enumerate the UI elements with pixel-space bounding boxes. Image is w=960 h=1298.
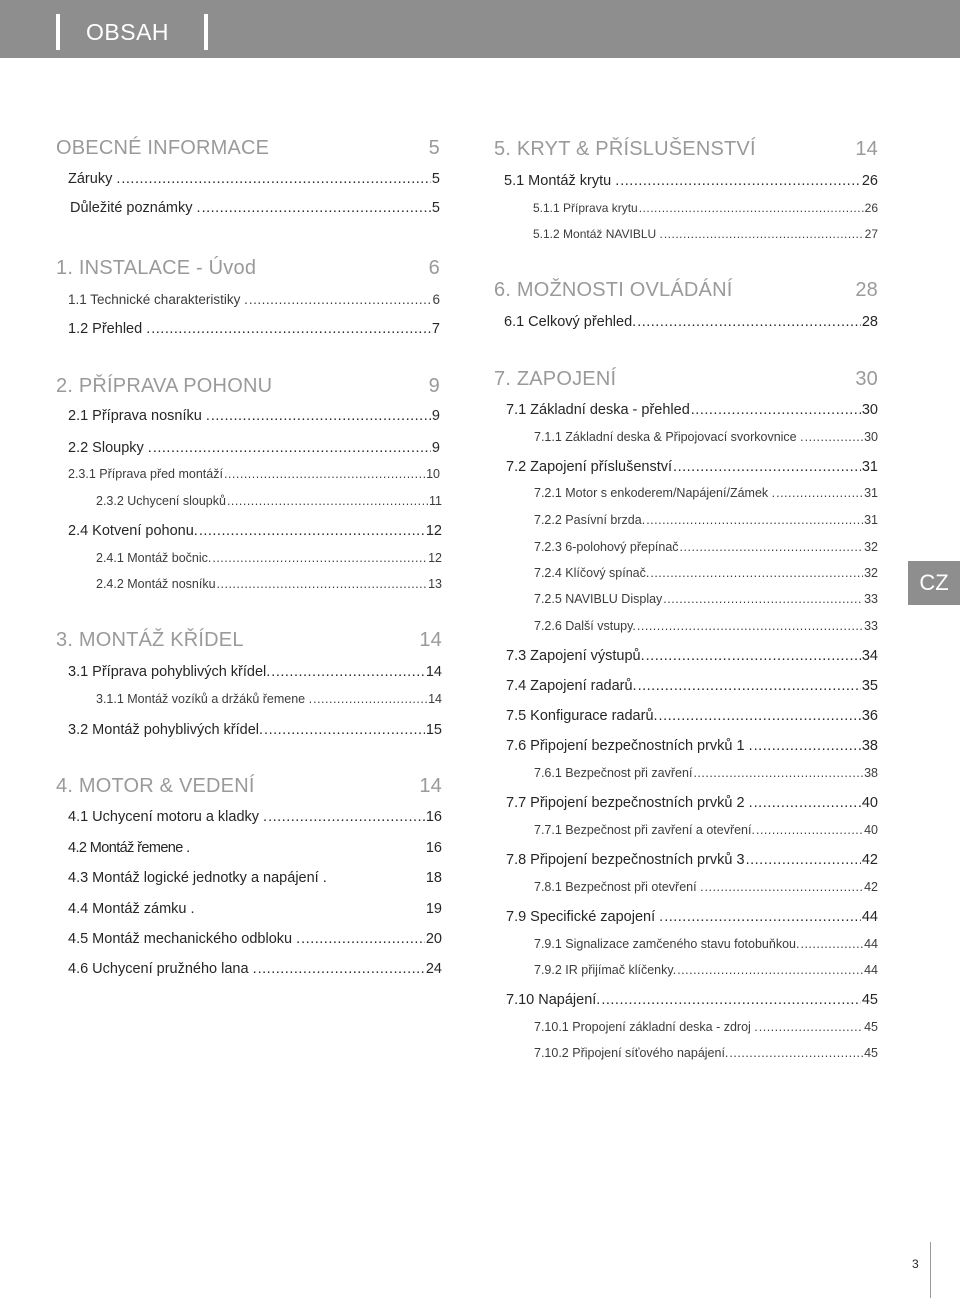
toc-entry-page: 45	[864, 1046, 878, 1060]
toc-entry-page: 10	[426, 467, 440, 481]
toc-entry-title: 2.3.1 Příprava před montáží	[68, 467, 223, 481]
toc-entry[interactable]	[534, 592, 878, 606]
toc-entry-page: 13	[428, 577, 442, 591]
toc-section[interactable]	[494, 368, 878, 391]
toc-leader	[301, 931, 425, 947]
toc-entry-page: 20	[425, 931, 442, 947]
toc-entry-title: 7.6 Připojení bezpečnostních prvků 1 .	[506, 738, 753, 754]
toc-entry-title: 1.1 Technické charakteristiky .	[68, 292, 248, 307]
toc-entry-page: 32	[864, 540, 878, 554]
toc-entry-title: 3.2 Montáž pohyblivých křídel.	[68, 722, 264, 738]
toc-section-page: 14	[419, 775, 442, 797]
toc-entry-page: 15	[425, 722, 442, 738]
toc-section[interactable]	[494, 138, 878, 161]
toc-leader	[637, 619, 863, 633]
toc-entry-page: 33	[864, 619, 878, 633]
toc-entry-page: 5	[431, 200, 440, 216]
toc-entry-title: 7.2.1 Motor s enkoderem/Napájení/Zámek .	[534, 486, 776, 500]
toc-entry-page: 9	[431, 408, 440, 424]
toc-leader	[693, 766, 863, 780]
toc-entry[interactable]	[68, 722, 442, 738]
toc-entry-title: 5.1.2 Montáž NAVIBLU .	[533, 227, 663, 241]
toc-entry[interactable]	[534, 430, 878, 444]
toc-entry[interactable]	[506, 459, 878, 475]
toc-entry[interactable]	[504, 173, 878, 189]
toc-leader	[202, 200, 431, 216]
toc-entry-page: 6	[432, 292, 440, 307]
toc-entry-title: 7.4 Zapojení radarů.	[506, 678, 637, 694]
toc-entry-page: 14	[425, 664, 442, 680]
toc-leader	[729, 1046, 863, 1060]
toc-leader	[212, 551, 427, 565]
toc-entry[interactable]	[68, 664, 442, 680]
toc-entry-title: 7.1 Základní deska - přehled	[506, 402, 690, 418]
toc-entry[interactable]	[534, 963, 878, 977]
toc-entry-title: 1.2 Přehled .	[68, 321, 151, 337]
toc-entry-page: 12	[425, 523, 442, 539]
toc-entry-title: 5.1.1 Příprava krytu	[533, 201, 638, 215]
toc-entry-title: 7.1.1 Základní deska & Připojovací svorkovnice .	[534, 430, 804, 444]
toc-entry-title: 7.2 Zapojení příslušenství	[506, 459, 673, 475]
toc-leader	[271, 664, 425, 680]
toc-section-title: 3. MONTÁŽ KŘÍDEL	[56, 629, 244, 651]
page-number: 3	[912, 1257, 919, 1271]
toc-section-title: 7. ZAPOJENÍ	[494, 368, 617, 390]
toc-leader	[691, 402, 861, 418]
toc-leader	[646, 648, 861, 664]
toc-entry[interactable]	[534, 540, 878, 554]
toc-entry-title: 7.8 Připojení bezpečnostních prvků 3	[506, 852, 745, 868]
toc-entry[interactable]	[534, 1020, 878, 1034]
toc-section-page: 5	[428, 137, 440, 159]
toc-entry[interactable]	[534, 823, 878, 837]
toc-section-title: 2. PŘÍPRAVA POHONU	[56, 375, 273, 397]
toc-leader	[759, 1020, 863, 1034]
toc-entry-title: 4.1 Uchycení motoru a kladky .	[68, 809, 268, 825]
toc-entry-title: 3.1.1 Montáž vozíků a držáků řemene .	[96, 692, 313, 706]
toc-leader	[153, 440, 431, 456]
toc-entry[interactable]	[506, 648, 878, 664]
toc-entry-page: 30	[864, 430, 878, 444]
toc-entry[interactable]	[533, 201, 878, 215]
toc-leader	[805, 430, 864, 444]
toc-leader	[638, 678, 861, 694]
toc-entry-page: 12	[428, 551, 442, 565]
toc-entry[interactable]	[506, 795, 878, 811]
toc-entry-page: 42	[864, 880, 878, 894]
toc-entry[interactable]	[506, 738, 878, 754]
toc-entry-title: 4.5 Montáž mechanického odbloku .	[68, 931, 301, 947]
toc-entry[interactable]	[506, 992, 878, 1008]
toc-leader	[663, 592, 863, 606]
toc-section-page: 6	[428, 257, 440, 279]
toc-entry-page: 18	[425, 870, 442, 886]
toc-section-page: 14	[419, 629, 442, 651]
toc-section-page: 28	[855, 279, 878, 301]
toc-section-page: 9	[428, 375, 440, 397]
toc-entry[interactable]	[506, 708, 878, 724]
toc-section[interactable]	[56, 629, 442, 652]
toc-leader	[756, 823, 863, 837]
toc-entry-title: 7.2.2 Pasívní brzda.	[534, 513, 646, 527]
toc-entry-page: 11	[429, 494, 442, 508]
toc-leader	[659, 708, 861, 724]
toc-section[interactable]	[56, 137, 440, 160]
toc-entry-title: 7.3 Zapojení výstupů.	[506, 648, 645, 664]
toc-entry-title: 7.2.5 NAVIBLU Display	[534, 592, 663, 606]
toc-entry-page: 19	[425, 901, 442, 917]
toc-entry[interactable]	[96, 577, 442, 591]
toc-entry[interactable]	[506, 402, 878, 418]
toc-entry-page: 38	[864, 766, 878, 780]
toc-entry-page: 31	[864, 486, 878, 500]
toc-entry-page: 31	[864, 513, 878, 527]
toc-leader	[650, 566, 863, 580]
toc-leader	[746, 852, 861, 868]
toc-entry[interactable]	[534, 880, 878, 894]
toc-entry-title: 2.4 Kotvení pohonu.	[68, 523, 198, 539]
toc-entry-page: 26	[864, 201, 878, 215]
toc-entry-page: 36	[861, 708, 878, 724]
toc-leader	[224, 467, 425, 481]
toc-entry[interactable]	[68, 840, 442, 856]
toc-entry-page: 34	[861, 648, 878, 664]
toc-entry-page: 9	[431, 440, 440, 456]
toc-entry-page: 31	[861, 459, 878, 475]
toc-leader	[151, 321, 431, 337]
toc-entry-page: 16	[425, 809, 442, 825]
toc-leader	[227, 494, 428, 508]
toc-section-page: 30	[855, 368, 878, 390]
toc-entry-title: 2.3.2 Uchycení sloupků	[96, 494, 226, 508]
toc-leader	[664, 909, 861, 925]
toc-entry-title: Důležité poznámky .	[70, 200, 201, 216]
toc-entry-title: 4.6 Uchycení pružného lana .	[68, 961, 257, 977]
toc-entry[interactable]	[534, 937, 878, 951]
toc-section[interactable]	[56, 257, 440, 280]
toc-entry-title: 2.4.1 Montáž bočnic.	[96, 551, 212, 565]
toc-section-title: 1. INSTALACE - Úvod	[56, 257, 257, 279]
toc-entry-title: 5.1 Montáž krytu .	[504, 173, 620, 189]
toc-entry-title: 7.2.4 Klíčový spínač.	[534, 566, 650, 580]
toc-entry-page: 5	[431, 171, 440, 187]
toc-entry-page: 40	[861, 795, 878, 811]
language-tab: CZ	[908, 561, 960, 605]
toc-entry[interactable]	[96, 692, 442, 706]
toc-leader	[249, 292, 432, 307]
toc-leader	[211, 408, 431, 424]
toc-leader	[199, 523, 425, 539]
toc-entry-page: 44	[864, 963, 878, 977]
toc-entry[interactable]	[68, 809, 442, 825]
toc-entry-title: 3.1 Příprava pohyblivých křídel.	[68, 664, 271, 680]
toc-entry-page: 40	[864, 823, 878, 837]
toc-entry[interactable]	[68, 523, 442, 539]
toc-leader	[680, 540, 864, 554]
toc-entry-title: 6.1 Celkový přehled.	[504, 314, 637, 330]
toc-leader	[313, 692, 427, 706]
toc-entry-title: 4.4 Montáž zámku .	[68, 901, 195, 917]
header-divider-left	[56, 14, 60, 50]
toc-entry-page: 44	[861, 909, 878, 925]
toc-entry-page: 26	[861, 173, 878, 189]
page-title: OBSAH	[86, 19, 170, 45]
toc-leader	[776, 486, 863, 500]
toc-entry-page: 32	[864, 566, 878, 580]
toc-leader	[639, 201, 864, 215]
toc-entry-title: 4.3 Montáž logické jednotky a napájení .	[68, 870, 327, 886]
toc-entry-page: 33	[864, 592, 878, 606]
toc-entry-title: 7.2.3 6-polohový přepínač	[534, 540, 679, 554]
toc-leader	[754, 738, 861, 754]
toc-leader	[800, 937, 863, 951]
toc-entry-page: 30	[861, 402, 878, 418]
page-header	[0, 0, 960, 58]
toc-leader	[673, 459, 861, 475]
toc-entry-page: 24	[425, 961, 442, 977]
toc-leader	[217, 577, 428, 591]
toc-entry-title: 4.2 Montáž řemene .	[68, 840, 190, 856]
header-divider-right	[204, 14, 208, 50]
toc-entry-title: 7.6.1 Bezpečnost při zavření	[534, 766, 693, 780]
toc-entry-title: 7.10.2 Připojení síťového napájení.	[534, 1046, 729, 1060]
toc-entry[interactable]	[68, 440, 440, 456]
toc-entry[interactable]	[504, 314, 878, 330]
toc-entry[interactable]	[68, 931, 442, 947]
toc-entry-title: 7.7.1 Bezpečnost při zavření a otevření.	[534, 823, 755, 837]
toc-entry-title: 7.9 Specifické zapojení .	[506, 909, 664, 925]
toc-entry[interactable]	[68, 408, 440, 424]
toc-leader	[264, 722, 425, 738]
toc-entry[interactable]	[534, 619, 878, 633]
toc-section-title: 5. KRYT & PŘÍSLUŠENSTVÍ	[494, 138, 756, 160]
toc-entry-page: 45	[864, 1020, 878, 1034]
toc-entry-page: 44	[864, 937, 878, 951]
toc-entry[interactable]	[68, 321, 440, 337]
toc-entry[interactable]	[96, 494, 442, 508]
toc-entry-title: 7.10 Napájení.	[506, 992, 601, 1008]
toc-entry-page: 38	[861, 738, 878, 754]
toc-entry[interactable]	[506, 852, 878, 868]
toc-entry-title: 7.10.1 Propojení základní deska - zdroj .	[534, 1020, 758, 1034]
toc-entry[interactable]	[68, 171, 440, 187]
toc-leader	[754, 795, 861, 811]
toc-entry[interactable]	[534, 566, 878, 580]
footer-divider	[930, 1242, 931, 1298]
toc-section-page: 14	[855, 138, 878, 160]
toc-leader	[268, 809, 425, 825]
toc-entry[interactable]	[68, 292, 440, 307]
toc-section-title: OBECNÉ INFORMACE	[56, 137, 270, 159]
toc-entry-title: 7.8.1 Bezpečnost při otevření .	[534, 880, 704, 894]
toc-entry[interactable]	[96, 551, 442, 565]
toc-leader	[705, 880, 864, 894]
toc-entry-page: 45	[861, 992, 878, 1008]
toc-section[interactable]	[56, 375, 440, 398]
toc-section-title: 6. MOŽNOSTI OVLÁDÁNÍ	[494, 279, 733, 301]
toc-entry-title: Záruky .	[68, 171, 121, 187]
toc-entry[interactable]	[534, 486, 878, 500]
toc-leader	[677, 963, 863, 977]
toc-section[interactable]	[494, 279, 878, 302]
toc-entry-page: 16	[425, 840, 442, 856]
toc-entry[interactable]	[68, 870, 442, 886]
toc-entry-page: 14	[428, 692, 442, 706]
toc-entry-page: 42	[861, 852, 878, 868]
toc-entry-title: 7.5 Konfigurace radarů.	[506, 708, 658, 724]
toc-entry-title: 2.4.2 Montáž nosníku	[96, 577, 216, 591]
toc-entry[interactable]	[70, 200, 440, 216]
toc-section[interactable]	[56, 775, 442, 798]
toc-entry-title: 7.2.6 Další vstupy.	[534, 619, 636, 633]
toc-entry[interactable]	[506, 909, 878, 925]
toc-entry-page: 7	[431, 321, 440, 337]
toc-leader	[121, 171, 431, 187]
toc-entry[interactable]	[534, 766, 878, 780]
toc-entry[interactable]	[534, 513, 878, 527]
toc-leader	[646, 513, 863, 527]
toc-leader	[620, 173, 861, 189]
toc-entry[interactable]	[68, 901, 442, 917]
toc-entry-page: 35	[861, 678, 878, 694]
toc-entry-page: 28	[861, 314, 878, 330]
toc-leader	[637, 314, 861, 330]
toc-entry-title: 2.2 Sloupky .	[68, 440, 152, 456]
toc-leader	[258, 961, 425, 977]
toc-entry[interactable]	[534, 1046, 878, 1060]
toc-entry-title: 7.9.1 Signalizace zamčeného stavu fotobuňkou.	[534, 937, 800, 951]
toc-entry[interactable]	[506, 678, 878, 694]
toc-entry-title: 2.1 Příprava nosníku .	[68, 408, 210, 424]
toc-section-title: 4. MOTOR & VEDENÍ	[56, 775, 255, 797]
toc-entry[interactable]	[68, 467, 440, 481]
toc-entry-title: 7.9.2 IR přijímač klíčenky.	[534, 963, 677, 977]
toc-leader	[601, 992, 861, 1008]
toc-entry-title: 7.7 Připojení bezpečnostních prvků 2 .	[506, 795, 753, 811]
toc-entry[interactable]	[533, 227, 878, 241]
toc-entry[interactable]	[68, 961, 442, 977]
toc-entry-page: 27	[864, 227, 878, 241]
toc-leader	[664, 227, 864, 241]
